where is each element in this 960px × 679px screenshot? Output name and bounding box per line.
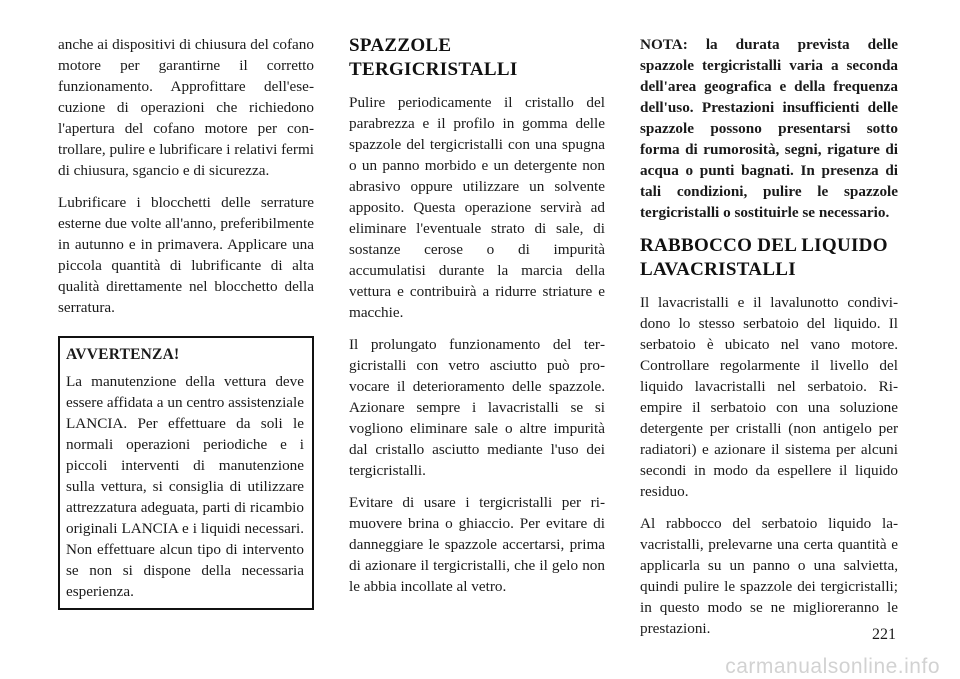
paragraph: anche ai dispositivi di chiusura del cofano motore per garantirne il corretto funzionamento. Approfittare dell'esecuzione di operazioni che richiedono l'apertura del cofano motore per controllare, pulire e lubrificare i relativi fermi di chiusura, sgancio e di sicurezza. (58, 36, 314, 179)
paragraph: Pulire periodicamente il cristallo del parabrezza e il profilo in gomma delle spazzole del tergicristalli con una spugna o un panno morbido e un detergente non abrasivo oppure utilizzare un solvente apposito. Questa operazione servirà ad eliminare l'eventuale strato di sale, di sostanze cerose o di impurità accumulatisi durante la marcia della vettura e contribuirà a ridurre striature e macchie. (349, 94, 605, 321)
warning-text: La manutenzione della vettura deve essere affidata a un centro assistenziale LANCIA. Per effettuare da soli le normali operazioni periodiche e i piccoli interventi di manutenzione sulla vettura, si consiglia di utilizzare attrezzatura adeguata, parti di ricambio originali LANCIA e i liquidi necessari. Non effettuare alcun tipo di intervento se non si dispone della necessaria esperienza. (66, 373, 304, 600)
section-heading: RABBOCCO DEL LIQUIDO LAVACRISTALLI (640, 235, 888, 280)
warning-box (58, 336, 314, 610)
column-middle (349, 34, 605, 608)
warning-title: AVVERTENZA! (66, 346, 180, 363)
column-right (640, 34, 898, 650)
section-heading: SPAZZOLE TERGICRISTALLI (349, 35, 518, 80)
watermark: carmanualsonline.info (725, 655, 940, 678)
note-paragraph: NOTA: la durata prevista delle spazzole tergicristalli varia a seconda dell'area geografica e della frequenza dell'uso. Prestazioni insufficienti delle spazzole possono presentarsi sotto forma di rumorosità, segni, rigature di acqua o punti bagnati. In presenza di tali condizioni, pulire le spazzole tergicristalli o sostituirle se necessario. (640, 36, 898, 221)
paragraph: Il prolungato funzionamento del tergicristalli con vetro asciutto può provocare il deterioramento delle spazzole. Azionare sempre i lavacristalli se si vogliono eliminare sale o altre impurità dal cristallo asciutto mediante l'uso dei tergicristalli. (349, 336, 605, 479)
paragraph: Lubrificare i blocchetti delle serrature esterne due volte all'anno, preferibilmente in autunno e in primavera. Applicare una piccola quantità di lubrificante di alta qualità direttamente nel blocchetto della serratura. (58, 194, 314, 316)
column-left (58, 34, 314, 610)
paragraph: Evitare di usare i tergicristalli per rimuovere brina o ghiaccio. Per evitare di danneggiare le spazzole accertarsi, prima di azionare il tergicristalli, che il gelo non le abbia incollate al vetro. (349, 494, 605, 595)
paragraph: Il lavacristalli e il lavalunotto condividono lo stesso serbatoio del liquido. Il serbatoio è ubicato nel vano motore. Controllare regolarmente il livello del liquido lavacristalli nel serbatoio. Riempire il serbatoio con una soluzione detergente per cristalli (non antigelo per radiatori) e azionare il sistema per alcuni secondi in modo da espellere il liquido residuo. (640, 294, 898, 500)
page-number: 221 (872, 626, 896, 643)
paragraph: Al rabbocco del serbatoio liquido lavacristalli, prelevarne una certa quantità e applicarla su un panno o una salvietta, quindi pulire le spazzole dei tergicristalli; in questo modo se ne miglioreranno le prestazioni. (640, 515, 898, 637)
